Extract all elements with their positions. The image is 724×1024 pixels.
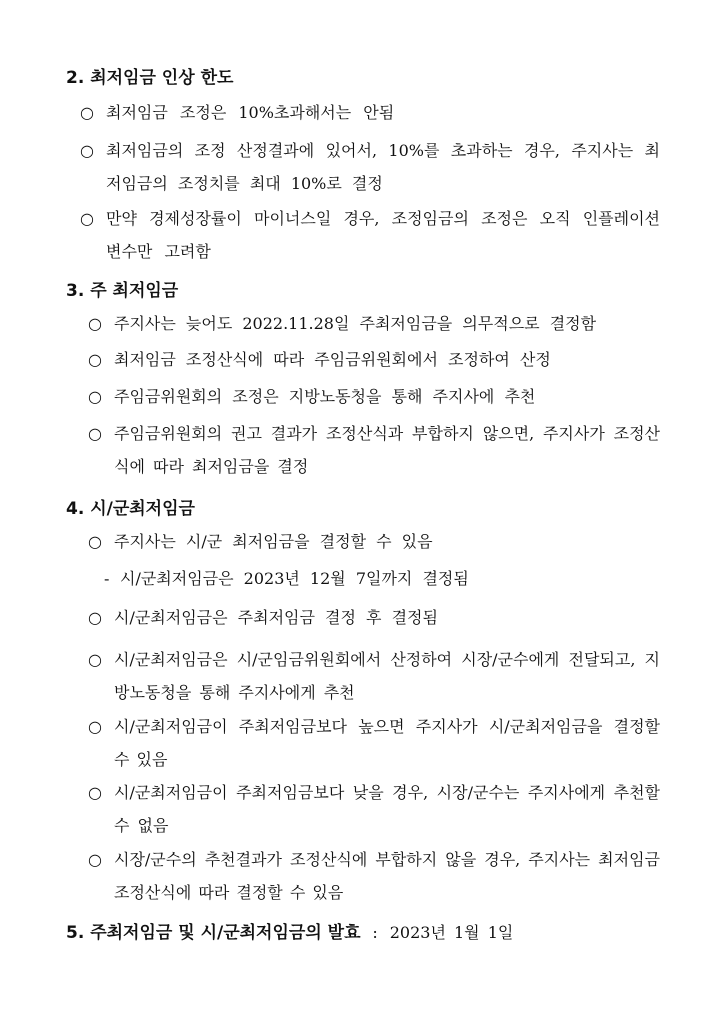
bullet-icon: ○ xyxy=(88,424,102,443)
dash-icon: - xyxy=(104,569,110,588)
bullet-icon: ○ xyxy=(80,103,94,122)
bullet-icon: ○ xyxy=(88,608,102,627)
list-item: ○ 시/군최저임금은 시/군임금위원회에서 산정하여 시장/군수에게 전달되고, 지방노동청을 통해 주지사에게 추천 xyxy=(88,643,660,709)
list-item: ○ 시/군최저임금은 주최저임금 결정 후 결정됨 xyxy=(88,601,660,634)
section-3-heading: 3. 주 최저임금 xyxy=(66,281,179,301)
list-item: ○ 최저임금 조정산식에 따라 주임금위원회에서 조정하여 산정 xyxy=(88,343,660,376)
list-item: ○ 최저임금 조정은 10%초과해서는 안됨 xyxy=(80,96,660,129)
list-item: ○ 시/군최저임금이 주최저임금보다 높으면 주지사가 시/군최저임금을 결정할 수 있음 xyxy=(88,710,660,776)
list-item: ○ 주지사는 늦어도 2022.11.28일 주최저임금을 의무적으로 결정함 xyxy=(88,307,660,340)
sub-item: - 시/군최저임금은 2023년 12월 7일까지 결정됨 xyxy=(104,562,660,595)
effective-date: 2023년 1월 1일 xyxy=(389,923,514,942)
bullet-icon: ○ xyxy=(88,850,102,869)
section-4-heading: 4. 시/군최저임금 xyxy=(66,499,195,519)
list-item: ○ 최저임금의 조정 산정결과에 있어서, 10%를 초과하는 경우, 주지사는 최저임금의 조정치를 최대 10%로 결정 xyxy=(80,134,660,200)
bullet-icon: ○ xyxy=(88,650,102,669)
section-5-heading xyxy=(66,918,513,943)
bullet-icon: ○ xyxy=(80,141,94,160)
bullet-icon: ○ xyxy=(88,717,102,736)
list-item: ○ 시/군최저임금이 주최저임금보다 낮을 경우, 시장/군수는 주지사에게 추천할 수 없음 xyxy=(88,776,660,842)
section-5-title: 5. 주최저임금 및 시/군최저임금의 발효 xyxy=(66,923,361,943)
section-2-heading: 2. 최저임금 인상 한도 xyxy=(66,68,234,88)
section-5-separator: : xyxy=(372,923,378,942)
bullet-icon: ○ xyxy=(80,209,94,228)
list-item: ○ 만약 경제성장률이 마이너스일 경우, 조정임금의 조정은 오직 인플레이션 변수만 고려함 xyxy=(80,202,660,268)
bullet-icon: ○ xyxy=(88,387,102,406)
list-item: ○ 시장/군수의 추천결과가 조정산식에 부합하지 않을 경우, 주지사는 최저임금 조정산식에 따라 결정할 수 있음 xyxy=(88,843,660,909)
list-item: ○ 주임금위원회의 조정은 지방노동청을 통해 주지사에 추천 xyxy=(88,380,660,413)
list-item: ○ 주지사는 시/군 최저임금을 결정할 수 있음 xyxy=(88,525,660,558)
bullet-icon: ○ xyxy=(88,314,102,333)
list-item: ○ 주임금위원회의 권고 결과가 조정산식과 부합하지 않으면, 주지사가 조정산식에 따라 최저임금을 결정 xyxy=(88,417,660,483)
bullet-icon: ○ xyxy=(88,783,102,802)
bullet-icon: ○ xyxy=(88,350,102,369)
bullet-icon: ○ xyxy=(88,532,102,551)
